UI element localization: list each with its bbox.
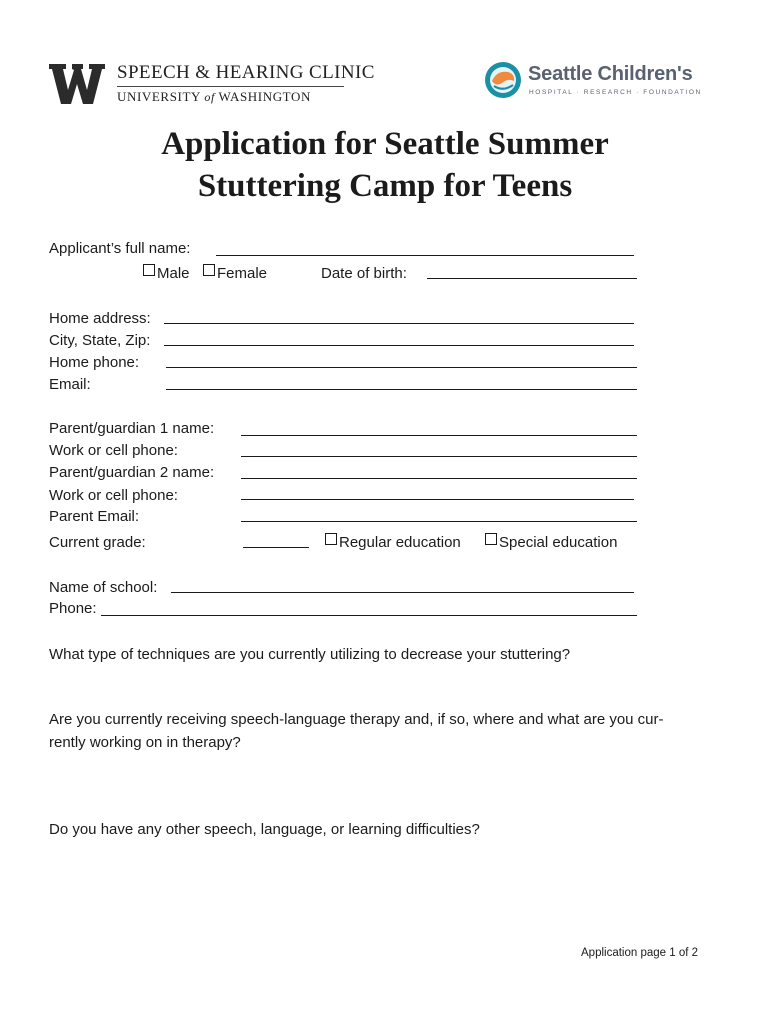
regular-education-label: Regular education [339, 534, 461, 551]
female-checkbox[interactable] [203, 264, 215, 276]
parent-email-field[interactable] [241, 521, 637, 522]
work-phone1-field[interactable] [241, 456, 637, 457]
special-education-label: Special education [499, 534, 618, 551]
city-state-zip-label: City, State, Zip: [49, 332, 151, 349]
question-therapy-line-1: Are you currently receiving speech-language therapy and, if so, where and what are you cur- [49, 711, 664, 728]
dob-field[interactable] [427, 278, 637, 279]
male-label: Male [157, 265, 190, 282]
school-phone-field[interactable] [101, 615, 637, 616]
regular-education-checkbox[interactable] [325, 533, 337, 545]
home-address-field[interactable] [164, 323, 634, 324]
applicant-name-field[interactable] [216, 255, 634, 256]
school-phone-label: Phone: [49, 600, 97, 617]
female-label: Female [217, 265, 268, 282]
seattle-childrens-name: Seattle Children's [528, 63, 693, 85]
parent1-name-label: Parent/guardian 1 name: [49, 420, 215, 437]
home-address-label: Home address: [49, 310, 151, 327]
parent1-name-field[interactable] [241, 435, 637, 436]
question-difficulties: Do you have any other speech, language, or learning difficulties? [49, 821, 480, 838]
email-field[interactable] [166, 389, 637, 390]
home-phone-field[interactable] [166, 367, 637, 368]
work-phone1-label: Work or cell phone: [49, 442, 178, 459]
page-number: Application page 1 of 2 [581, 947, 699, 959]
dob-label: Date of birth: [321, 265, 407, 282]
uw-w-logo-icon [49, 64, 105, 104]
question-techniques: What type of techniques are you currently utilizing to decrease your stuttering? [49, 646, 571, 663]
applicant-name-label: Applicant’s full name: [49, 240, 191, 257]
email-label: Email: [49, 376, 91, 393]
work-phone2-label: Work or cell phone: [49, 487, 178, 504]
question-therapy-line-2: rently working on in therapy? [49, 734, 241, 751]
male-checkbox[interactable] [143, 264, 155, 276]
special-education-checkbox[interactable] [485, 533, 497, 545]
page-title [0, 123, 770, 207]
parent2-name-field[interactable] [241, 478, 637, 479]
seattle-childrens-tagline: HOSPITAL · RESEARCH · FOUNDATION [529, 89, 702, 96]
clinic-name: SPEECH & HEARING CLINIC [117, 62, 375, 83]
school-name-label: Name of school: [49, 579, 158, 596]
uw-speech-hearing-clinic-logo [49, 62, 375, 108]
current-grade-label: Current grade: [49, 534, 146, 551]
parent2-name-label: Parent/guardian 2 name: [49, 464, 215, 481]
work-phone2-field[interactable] [241, 499, 634, 500]
title-line-2: Stuttering Camp for Teens [197, 168, 573, 204]
logo-divider [117, 86, 344, 87]
school-name-field[interactable] [171, 592, 634, 593]
current-grade-field[interactable] [243, 547, 309, 548]
home-phone-label: Home phone: [49, 354, 140, 371]
whale-emblem-icon [484, 61, 522, 99]
parent-email-label: Parent Email: [49, 508, 140, 525]
university-name: UNIVERSITY of WASHINGTON [117, 89, 311, 104]
city-state-zip-field[interactable] [164, 345, 634, 346]
title-line-1: Application for Seattle Summer [161, 126, 609, 162]
seattle-childrens-logo [484, 61, 724, 103]
